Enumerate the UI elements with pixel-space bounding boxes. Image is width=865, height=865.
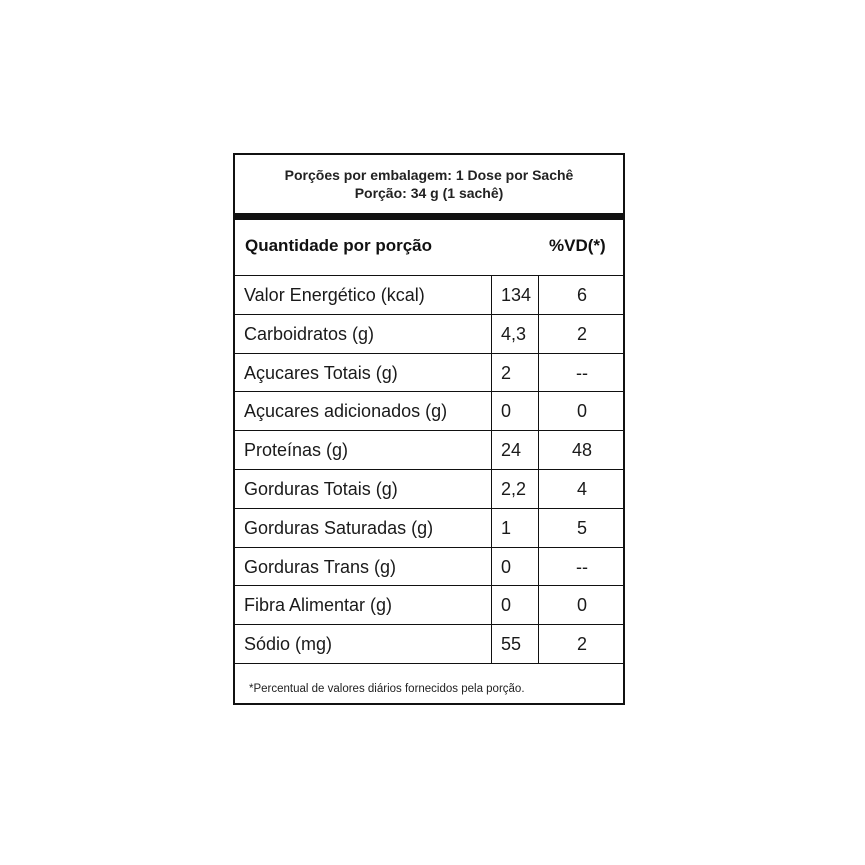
nutrient-amount: 24 xyxy=(491,431,538,469)
nutrient-name: Carboidratos (g) xyxy=(244,323,375,344)
nutrient-daily-value: 4 xyxy=(538,470,625,508)
nutrient-name: Gorduras Totais (g) xyxy=(244,478,398,499)
nutrient-amount: 55 xyxy=(491,625,538,663)
nutrition-facts-table xyxy=(233,153,625,705)
column-header-row xyxy=(235,220,623,276)
nutrient-name: Sódio (mg) xyxy=(244,634,333,655)
nutrient-rows xyxy=(235,276,623,664)
table-row xyxy=(235,315,623,354)
footnote: *Percentual de valores diários fornecidos pela porção. xyxy=(249,683,525,695)
serving-size: Porção: 34 g (1 sachê) xyxy=(354,185,504,201)
nutrient-daily-value: 2 xyxy=(538,315,625,353)
table-row xyxy=(235,548,623,587)
table-row xyxy=(235,509,623,548)
table-row xyxy=(235,392,623,431)
nutrient-name: Açucares adicionados (g) xyxy=(244,401,448,422)
table-row xyxy=(235,354,623,393)
nutrient-name: Gorduras Saturadas (g) xyxy=(244,517,434,538)
nutrient-daily-value: -- xyxy=(538,354,625,392)
nutrient-amount: 0 xyxy=(491,392,538,430)
header-divider xyxy=(235,213,623,220)
nutrient-daily-value: 2 xyxy=(538,625,625,663)
nutrient-name: Proteínas (g) xyxy=(244,440,349,461)
daily-value-heading: %VD(*) xyxy=(549,236,606,255)
nutrient-daily-value: 0 xyxy=(538,586,625,624)
table-row xyxy=(235,431,623,470)
table-row xyxy=(235,586,623,625)
table-row xyxy=(235,625,623,664)
nutrient-amount: 1 xyxy=(491,509,538,547)
nutrient-name: Valor Energético (kcal) xyxy=(244,285,425,305)
nutrient-amount: 2,2 xyxy=(491,470,538,508)
nutrient-daily-value: -- xyxy=(538,548,625,586)
table-row xyxy=(235,470,623,509)
nutrient-name: Fibra Alimentar (g) xyxy=(244,595,393,616)
nutrient-amount: 0 xyxy=(491,586,538,624)
nutrient-amount: 0 xyxy=(491,548,538,586)
nutrient-amount: 134 xyxy=(491,276,538,314)
nutrient-name: Açucares Totais (g) xyxy=(244,362,398,383)
nutrient-daily-value: 48 xyxy=(538,431,625,469)
nutrient-daily-value: 5 xyxy=(538,509,625,547)
table-row xyxy=(235,276,623,315)
nutrient-name: Gorduras Trans (g) xyxy=(244,556,397,577)
servings-per-package: Porções por embalagem: 1 Dose por Sachê xyxy=(284,167,574,183)
serving-info xyxy=(235,155,623,213)
nutrient-daily-value: 0 xyxy=(538,392,625,430)
nutrient-daily-value: 6 xyxy=(538,276,625,314)
quantity-per-serving-heading: Quantidade por porção xyxy=(245,236,433,255)
nutrient-amount: 2 xyxy=(491,354,538,392)
nutrient-amount: 4,3 xyxy=(491,315,538,353)
